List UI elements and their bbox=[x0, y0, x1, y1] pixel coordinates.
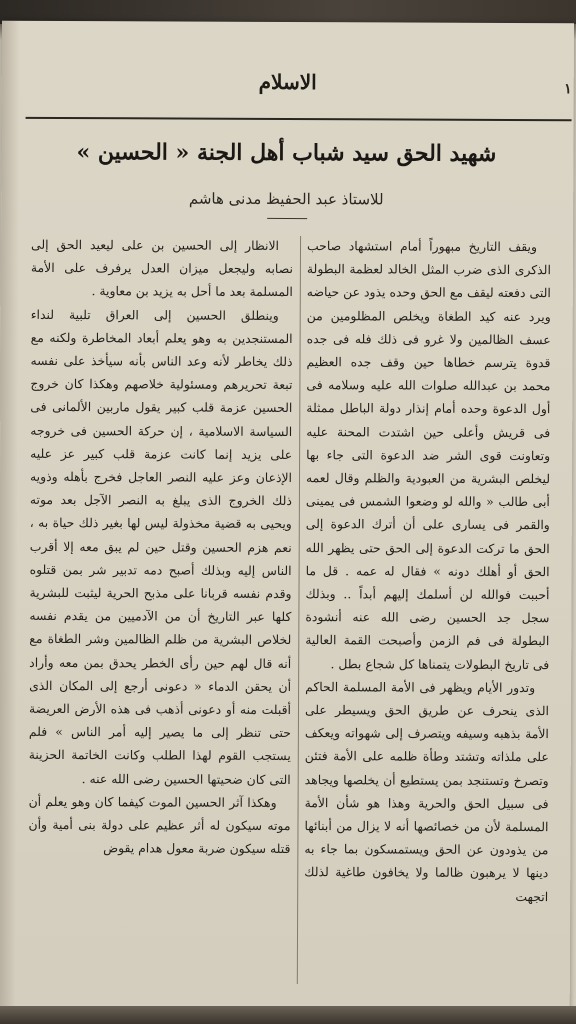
article-title: شهيد الحق سيد شباب أهل الجنة « الحسين » bbox=[76, 139, 497, 167]
column-divider bbox=[297, 236, 301, 984]
masthead-title: الاسلام bbox=[258, 69, 317, 95]
article-byline: للاستاذ عبد الحفيظ مدنى هاشم bbox=[188, 189, 384, 209]
right-text-column bbox=[304, 234, 551, 995]
page-number: ١ bbox=[564, 81, 572, 98]
table-surface-bottom bbox=[0, 1006, 576, 1024]
byline-separator bbox=[267, 218, 307, 219]
paragraph: وتدور الأيام ويظهر فى الأمة المسلمة الحاكم الذى ينحرف عن طريق الحق ويسيطر على الأمة بذهبه وسيفه ويتصرف إلى شهواته ويعكف على ملذاته وتشتد وطأة ظلمه على الأمة فتئن وتصرخ وتستنجد بمن يستطيع أن يخلصها ويجاهد فى سبيل الحق والحرية وهذا هو شأن الأمة المسلمة لأن من خصائصها أنه لا يزال من أبنائها من يذودون عن الحق ويستمسكون بما جاء به دينها لا يرهبون ظالما ولا يخافون طاغية لذلك اتجهت bbox=[304, 678, 550, 904]
magazine-page bbox=[0, 21, 574, 1013]
left-text-column bbox=[28, 233, 293, 994]
header-rule bbox=[26, 117, 572, 121]
paragraph: الانظار إلى الحسين بن على ليعيد الحق إلى نصابه وليجعل ميزان العدل يرفرف على الأمة المسلمة بعد ما أحل به يزيد بن معاوية . bbox=[30, 236, 293, 300]
paragraph: وهكذا آثر الحسين الموت كيفما كان وهو يعلم أن موته سيكون له أثر عظيم على دولة بنى أمية وأن قتله سيكون ضربة معول هدام يقوض bbox=[28, 793, 291, 857]
paragraph: وينطلق الحسين إلى العراق تلبية لنداء المستنجدين به وهو يعلم أبعاد المخاطرة ولكنه مع ذلك يخاطر لأنه وعد الناس بأنه سيأخذ على نفسه تبعة تحريرهم ومسئولية خلاصهم وهكذا كان خروج الحسين عزمة قلب كبير يقول ماربين الألمانى فى السياسة الاسلامية ، إن حركة الحسين فى خروجه على يزيد إنما كانت عزمة قلب كبير عز عليه الإذعان وعز عليه النصر العاجل فخرج بأهله وذويه ذلك الخروج الذى يبلغ به النصر الآجل بعد موته ويحيى به قضية مخذولة ليس لها بغير ذلك حياة به ، نعم هزم الحسين وقتل حين لم يبق معه إلا أقرب الناس إليه وبذلك أصبح دمه تدبير شر بمن قتلوه وقدم نفسه قربانا على مذبح الحرية ليثبت للبشرية كلها عبر التاريخ أن من الآدميين من يقدم نفسه لخلاص البشرية من ظلم الظالمين وشر الطغاة مع أنه قال لهم حين رأى الخطر يحدق بمن معه وأراد أن يحقن الدماء « دعونى أرجع إلى المكان الذى أقبلت منه أو دعونى أذهب فى هذه الأرض العريضة حتى تنظر إلى ما يصير إليه أمر الناس » فلم يستجب القوم لهذا الطلب وكانت الخاتمة الحزينة التى كان ضحيتها الحسين رضى الله عنه . bbox=[28, 306, 293, 787]
page-edge-shadow bbox=[0, 21, 20, 1011]
paragraph: ويقف التاريخ مبهوراً أمام استشهاد صاحب الذكرى الذى ضرب المثل الخالد لعظمة البطولة التى دفعته ليقف مع الحق وحده يذود عن حياضه ويرد عنه كيد الطغاة ويخلص المظلومين من عسف الظالمين ولا غرو فى ذلك فله فى جده قدوة يترسم خطاها حين وقف جده العظيم محمد بن عبدالله صلوات الله عليه وسلامه فى أول الدعوة وحده أمام إنذار دولة الباطل ممثلة فى قريش وأعلى حين اشتدت المحنة عليه وتعاونت قوى الشر ضد الدعوة التى جاء بها ليخلص البشرية من العبودية والظلم وقال لعمه أبى طالب « والله لو وضعوا الشمس فى يمينى والقمر فى يسارى على أن أترك الدعوة إلى الحق ما تركت الدعوة إلى الحق حتى يظهر الله الحق أو أهلك دونه » فقال له عمه . قل ما أحببت فوالله لن أسلمك إليهم أبداً .. وبذلك سجل جد الحسين رضى الله عنه أنشودة البطولة فى فم الزمن وأصبحت القمة العالية فى تاريخ البطولات يتمناها كل شجاع بطل . bbox=[305, 238, 551, 672]
